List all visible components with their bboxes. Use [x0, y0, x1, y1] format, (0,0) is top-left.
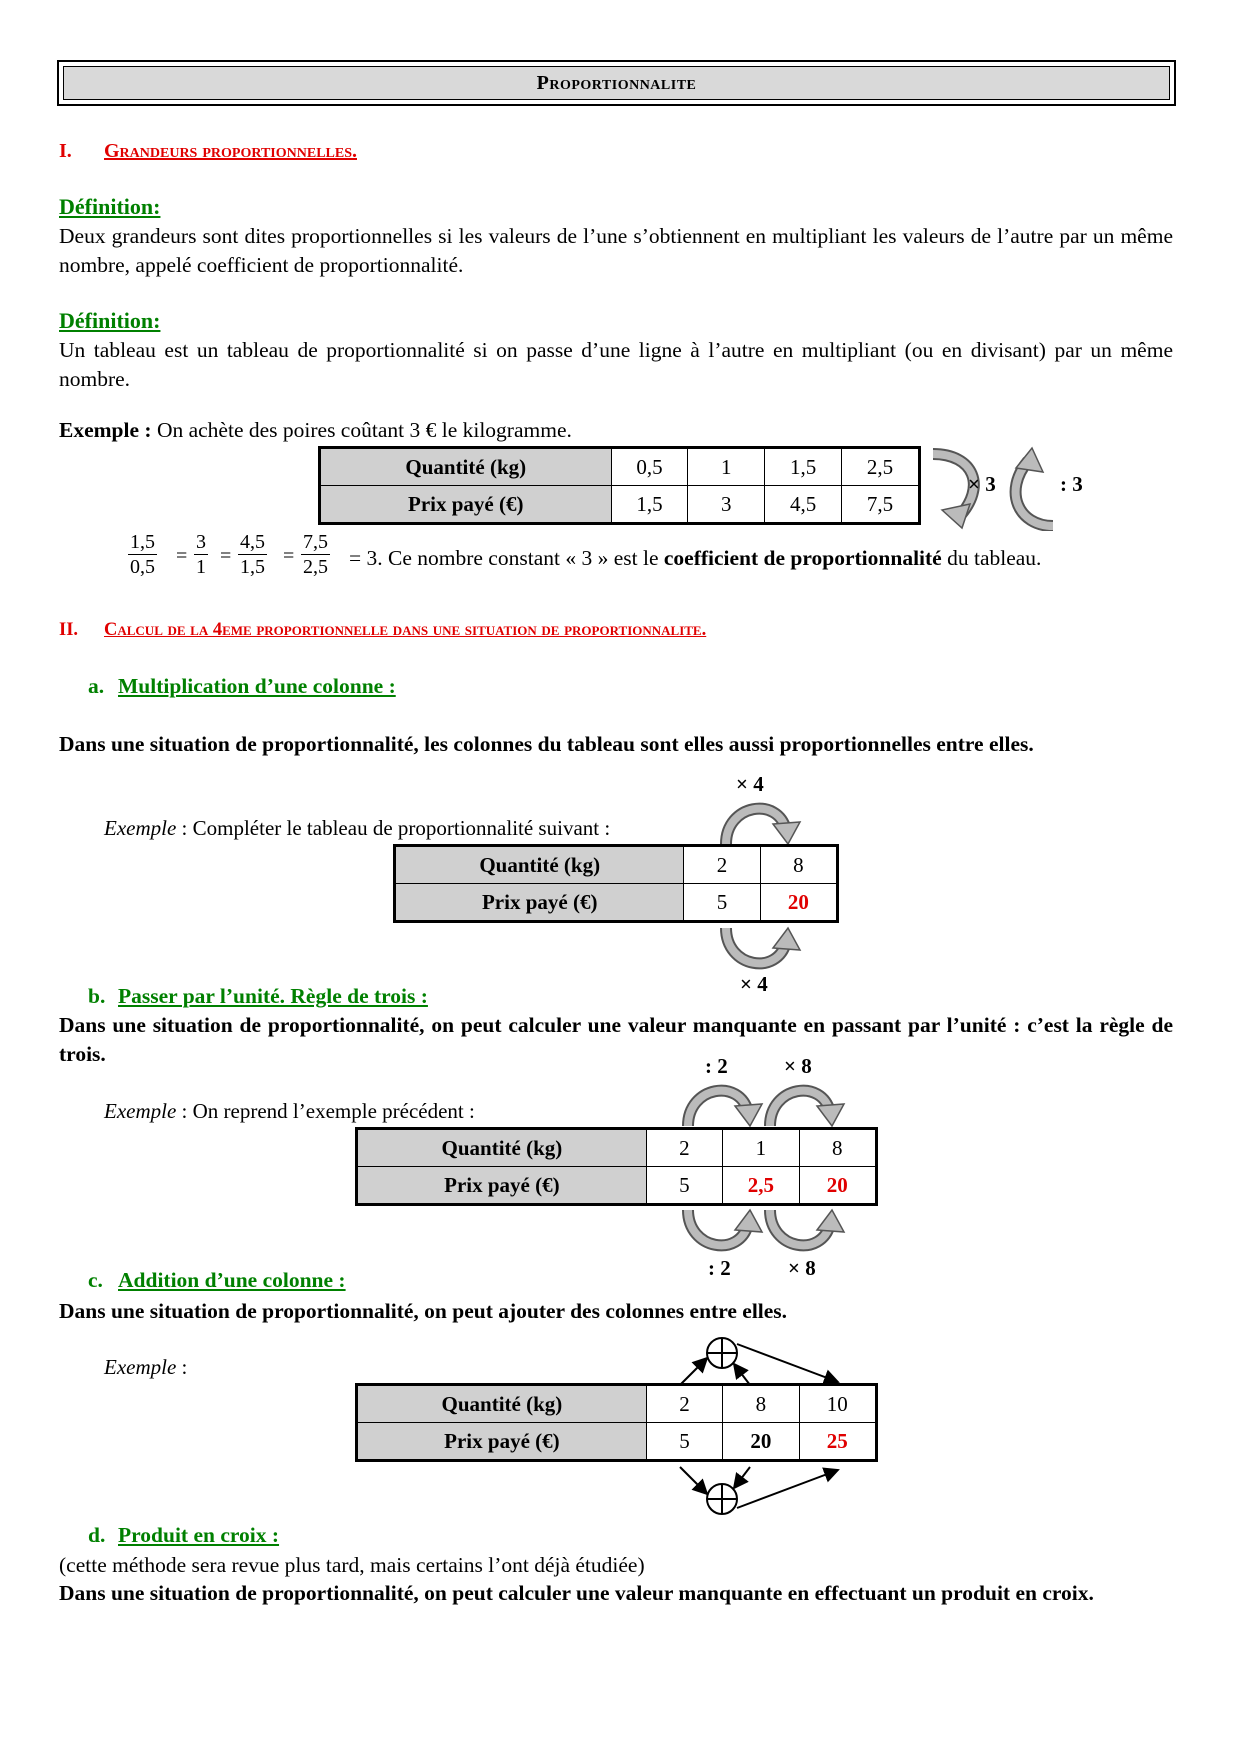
table-row	[320, 486, 920, 524]
fraction	[194, 530, 208, 579]
example-1-text: On achète des poires coûtant 3 € le kilogramme.	[151, 418, 572, 442]
section-2-number: II.	[59, 620, 79, 640]
coefficient-conclusion	[349, 546, 1041, 571]
table-row	[395, 884, 838, 922]
subsection-letter: b.	[88, 984, 106, 1008]
equals-sign: =	[176, 545, 188, 567]
table-cell: 1,5	[611, 486, 688, 524]
row-header: Quantité (kg)	[320, 448, 612, 486]
table-row	[357, 1129, 877, 1167]
table-row	[320, 448, 920, 486]
multiply-label: × 3	[968, 472, 996, 496]
curved-arrow-top-icon	[718, 796, 802, 846]
row-header: Quantité (kg)	[357, 1129, 647, 1167]
curved-arrow-bottom-icon	[718, 926, 802, 976]
definition-1-text: Deux grandeurs sont dites proportionnelles si les valeurs de l’une s’obtiennent en multipliant les valeurs de l’autre par un même nombre, appelé coefficient de proportionnalité.	[59, 224, 1173, 277]
top-multiplier-label: × 4	[736, 772, 764, 796]
rule-d: Dans une situation de proportionnalité, on peut calculer une valeur manquante en effectuant un produit en croix.	[59, 1581, 1094, 1605]
example-1-table	[318, 446, 921, 525]
row-header: Quantité (kg)	[395, 846, 684, 884]
table-cell-answer: 20	[799, 1167, 876, 1205]
divide-label: : 3	[1060, 472, 1083, 496]
definition-2-label: Définition:	[59, 308, 161, 333]
table-cell: 2,5	[842, 448, 920, 486]
table-cell: 3	[688, 486, 765, 524]
table-cell-answer: 20	[760, 884, 837, 922]
example-text: : On reprend l’exemple précédent :	[176, 1099, 475, 1123]
table-cell: 1	[688, 448, 765, 486]
denominator: 2,5	[303, 556, 328, 578]
page-title-text: Proportionnalite	[536, 71, 697, 94]
table-cell: 7,5	[842, 486, 920, 524]
curved-arrows-icon	[928, 446, 1068, 531]
definition-2-text: Un tableau est un tableau de proportionnalité si on passe d’une ligne à l’autre en multipliant (ou en divisant) par un même nombre.	[59, 338, 1173, 391]
example-a-table	[393, 844, 839, 923]
conclusion-bold: coefficient de proportionnalité	[663, 546, 942, 570]
row-header: Prix payé (€)	[357, 1167, 647, 1205]
table-row	[357, 1423, 877, 1461]
subsection-letter: a.	[88, 674, 105, 698]
curved-arrows-top-icon	[680, 1078, 850, 1128]
top-multiplier-label: × 8	[784, 1054, 812, 1078]
denominator: 0,5	[130, 556, 155, 578]
table-cell: 8	[760, 846, 837, 884]
table-cell: 8	[723, 1385, 799, 1423]
table-cell: 8	[799, 1129, 876, 1167]
numerator: 4,5	[240, 531, 265, 553]
numerator: 7,5	[303, 531, 328, 553]
table-cell: 4,5	[765, 486, 842, 524]
bottom-multiplier-label: × 8	[788, 1256, 816, 1280]
example-text: : Compléter le tableau de proportionnalité suivant :	[176, 816, 611, 840]
table-cell: 5	[646, 1167, 722, 1205]
table-cell: 1	[723, 1129, 799, 1167]
row-header: Prix payé (€)	[320, 486, 612, 524]
table-cell: 2	[646, 1129, 722, 1167]
addition-arrows-bottom-icon	[660, 1464, 860, 1524]
example-1-intro	[59, 418, 572, 443]
numerator: 3	[196, 531, 206, 553]
subsection-title: Addition d’une colonne :	[118, 1268, 346, 1292]
example-text: :	[176, 1355, 188, 1379]
table-cell: 2	[646, 1385, 722, 1423]
fraction	[238, 530, 267, 579]
subsection-title: Multiplication d’une colonne :	[118, 674, 396, 698]
table-row	[357, 1385, 877, 1423]
rule-c: Dans une situation de proportionnalité, on peut ajouter des colonnes entre elles.	[59, 1299, 788, 1323]
example-a-intro	[104, 816, 610, 841]
rule-a: Dans une situation de proportionnalité, les colonnes du tableau sont elles aussi proportionnelles entre elles.	[59, 732, 1034, 756]
table-cell: 10	[799, 1385, 876, 1423]
table-cell: 5	[646, 1423, 722, 1461]
example-1-label: Exemple :	[59, 418, 152, 442]
table-cell: 5	[684, 884, 760, 922]
subsection-title: Produit en croix :	[118, 1523, 280, 1547]
subsection-letter: d.	[88, 1523, 106, 1547]
fraction	[128, 530, 157, 579]
table-cell: 20	[723, 1423, 799, 1461]
curved-arrows-bottom-icon	[680, 1208, 850, 1258]
definition-1-label: Définition:	[59, 194, 161, 219]
denominator: 1,5	[240, 556, 265, 578]
table-cell-answer: 2,5	[723, 1167, 799, 1205]
page-title	[57, 60, 1176, 106]
example-b-intro	[104, 1099, 475, 1124]
example-label: Exemple	[104, 816, 177, 840]
row-header: Prix payé (€)	[357, 1423, 647, 1461]
section-1-number: I.	[59, 140, 72, 162]
example-label: Exemple	[104, 1099, 177, 1123]
equals-sign: =	[220, 545, 232, 567]
denominator: 1	[196, 556, 206, 578]
equals-sign: =	[283, 545, 295, 567]
bottom-multiplier-label: × 4	[740, 972, 768, 996]
example-c-intro	[104, 1355, 187, 1380]
conclusion-end: du tableau.	[941, 546, 1042, 570]
table-cell-answer: 25	[799, 1423, 876, 1461]
subsection-letter: c.	[88, 1268, 103, 1292]
example-b-table	[355, 1127, 878, 1206]
note-d: (cette méthode sera revue plus tard, mais certains l’ont déjà étudiée)	[59, 1553, 645, 1577]
subsection-c-heading	[88, 1268, 346, 1293]
top-divisor-label: : 2	[705, 1054, 728, 1078]
section-1-heading	[59, 140, 357, 163]
subsection-b-heading	[88, 984, 428, 1009]
example-c-table	[355, 1383, 878, 1462]
addition-arrows-top-icon	[660, 1328, 860, 1388]
subsection-title: Passer par l’unité. Règle de trois :	[118, 984, 428, 1008]
subsection-a-heading	[88, 674, 396, 699]
conclusion-text: = 3. Ce nombre constant « 3 » est le	[349, 546, 664, 570]
table-cell: 1,5	[765, 448, 842, 486]
row-header: Prix payé (€)	[395, 884, 684, 922]
bottom-divisor-label: : 2	[708, 1256, 731, 1280]
table-cell: 2	[684, 846, 760, 884]
example-label: Exemple	[104, 1355, 177, 1379]
table-cell: 0,5	[611, 448, 688, 486]
table-row	[395, 846, 838, 884]
subsection-d-heading	[88, 1523, 279, 1548]
section-2-title: Calcul de la 4eme proportionnelle dans une situation de proportionnalite.	[104, 620, 707, 640]
section-2-heading	[59, 620, 706, 641]
row-header: Quantité (kg)	[357, 1385, 647, 1423]
section-1-title: Grandeurs proportionnelles.	[104, 140, 357, 162]
table-row	[357, 1167, 877, 1205]
fraction	[301, 530, 330, 579]
numerator: 1,5	[130, 531, 155, 553]
rule-b: Dans une situation de proportionnalité, on peut calculer une valeur manquante en passant par l’unité : c’est la règle de trois.	[59, 1013, 1173, 1066]
